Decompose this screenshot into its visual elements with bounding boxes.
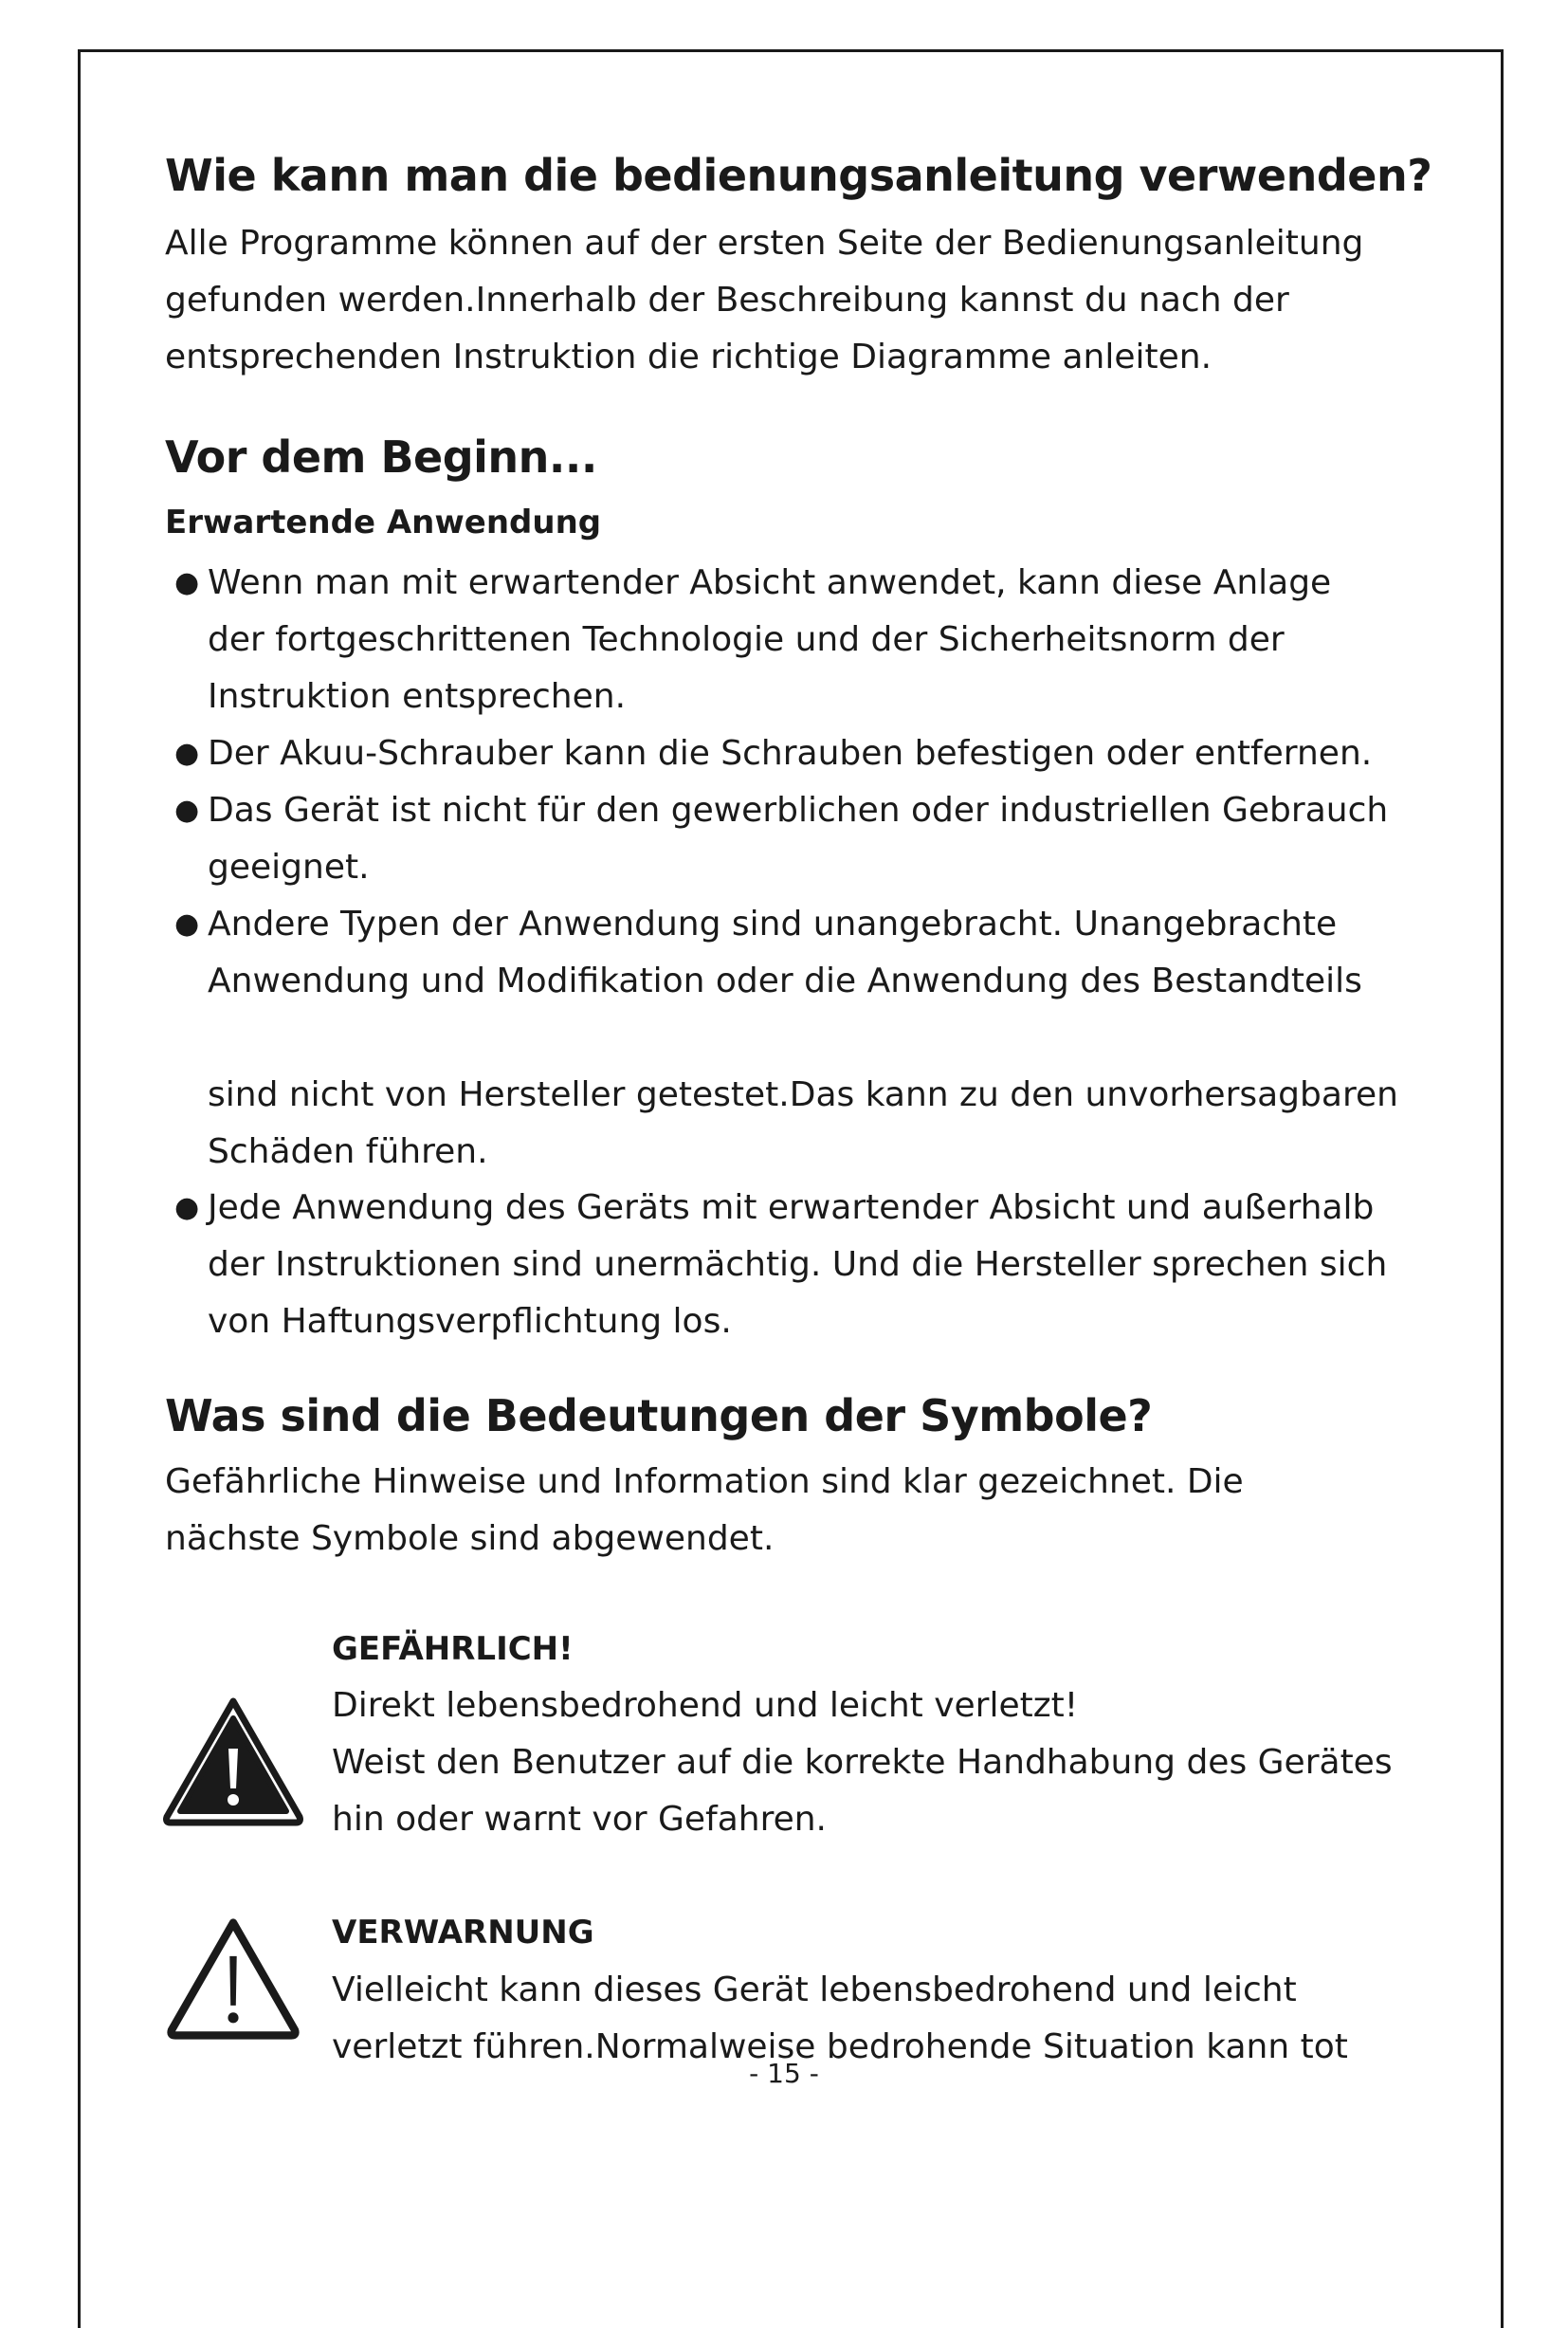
bullet-dot-icon: ● xyxy=(174,907,200,941)
text-line: Andere Typen der Anwendung sind unangebracht. Unangebrachte xyxy=(208,905,1338,944)
heading-usage: Wie kann man die bedienungsanleitung verwenden? xyxy=(165,150,1432,201)
text-line: hin oder warnt vor Gefahren. xyxy=(332,1800,827,1839)
bullet-item xyxy=(174,725,1426,782)
page-number: - 15 - xyxy=(749,2058,819,2089)
text-line: entsprechenden Instruktion die richtige Diagramme anleiten. xyxy=(165,338,1212,376)
text-line: Weist den Benutzer auf die korrekte Handhabung des Gerätes xyxy=(332,1743,1393,1782)
text-line: Gefährliche Hinweise und Information sind klar gezeichnet. Die xyxy=(165,1462,1244,1501)
warning-triangle-icon xyxy=(161,1696,305,1828)
heading-symbols: Was sind die Bedeutungen der Symbole? xyxy=(165,1390,1153,1441)
text-line: Vielleicht kann dieses Gerät lebensbedrohend und leicht xyxy=(332,1971,1297,2009)
heading-before: Vor dem Beginn... xyxy=(165,431,597,483)
text-line: der Instruktionen sind unermächtig. Und die Hersteller sprechen sich xyxy=(208,1245,1388,1284)
text-line: Instruktion entsprechen. xyxy=(208,677,627,716)
symbols-paragraph xyxy=(165,1454,1416,1567)
subheading-expected-use: Erwartende Anwendung xyxy=(165,504,602,541)
bullet-dot-icon: ● xyxy=(174,737,200,770)
text-line: sind nicht von Hersteller getestet.Das kann zu den unvorhersagbaren xyxy=(208,1075,1398,1114)
text-line: gefunden werden.Innerhalb der Beschreibung kannst du nach der xyxy=(165,281,1289,320)
danger-text xyxy=(332,1677,1422,1848)
text-line: Direkt lebensbedrohend und leicht verletzt! xyxy=(332,1686,1079,1725)
warning-title: VERWARNUNG xyxy=(332,1914,594,1952)
bullet-dot-icon: ● xyxy=(174,794,200,827)
text-line: Wenn man mit erwartender Absicht anwendet, kann diese Anlage xyxy=(208,563,1332,602)
usage-paragraph xyxy=(165,215,1416,386)
text-line: verletzt führen.Normalweise bedrohende Situation kann tot xyxy=(332,2027,1348,2066)
text-line: Das Gerät ist nicht für den gewerblichen oder industriellen Gebrauch xyxy=(208,791,1389,830)
text-line: Alle Programme können auf der ersten Seite der Bedienungsanleitung xyxy=(165,224,1364,263)
text-line: Schäden führen. xyxy=(208,1132,488,1171)
text-line: Der Akuu-Schrauber kann die Schrauben befestigen oder entfernen. xyxy=(208,734,1373,773)
bullet-item xyxy=(174,1180,1426,1350)
danger-title: GEFÄHRLICH! xyxy=(332,1630,574,1668)
bullet-item xyxy=(174,555,1426,725)
bullet-dot-icon: ● xyxy=(174,1191,200,1224)
bullet-item xyxy=(174,896,1426,1181)
text-line: geeignet. xyxy=(208,848,370,887)
text-line: Anwendung und Modifikation oder die Anwendung des Bestandteils xyxy=(208,962,1362,1000)
bullet-dot-icon: ● xyxy=(174,566,200,599)
text-line: nächste Symbole sind abgewendet. xyxy=(165,1519,775,1558)
text-line: der fortgeschrittenen Technologie und der Sicherheitsnorm der xyxy=(208,620,1285,659)
bullet-item xyxy=(174,782,1426,896)
text-line: Jede Anwendung des Geräts mit erwartender Absicht und außerhalb xyxy=(208,1188,1375,1227)
warning-triangle-icon xyxy=(161,1917,305,2041)
text-line: von Haftungsverpflichtung los. xyxy=(208,1302,732,1341)
